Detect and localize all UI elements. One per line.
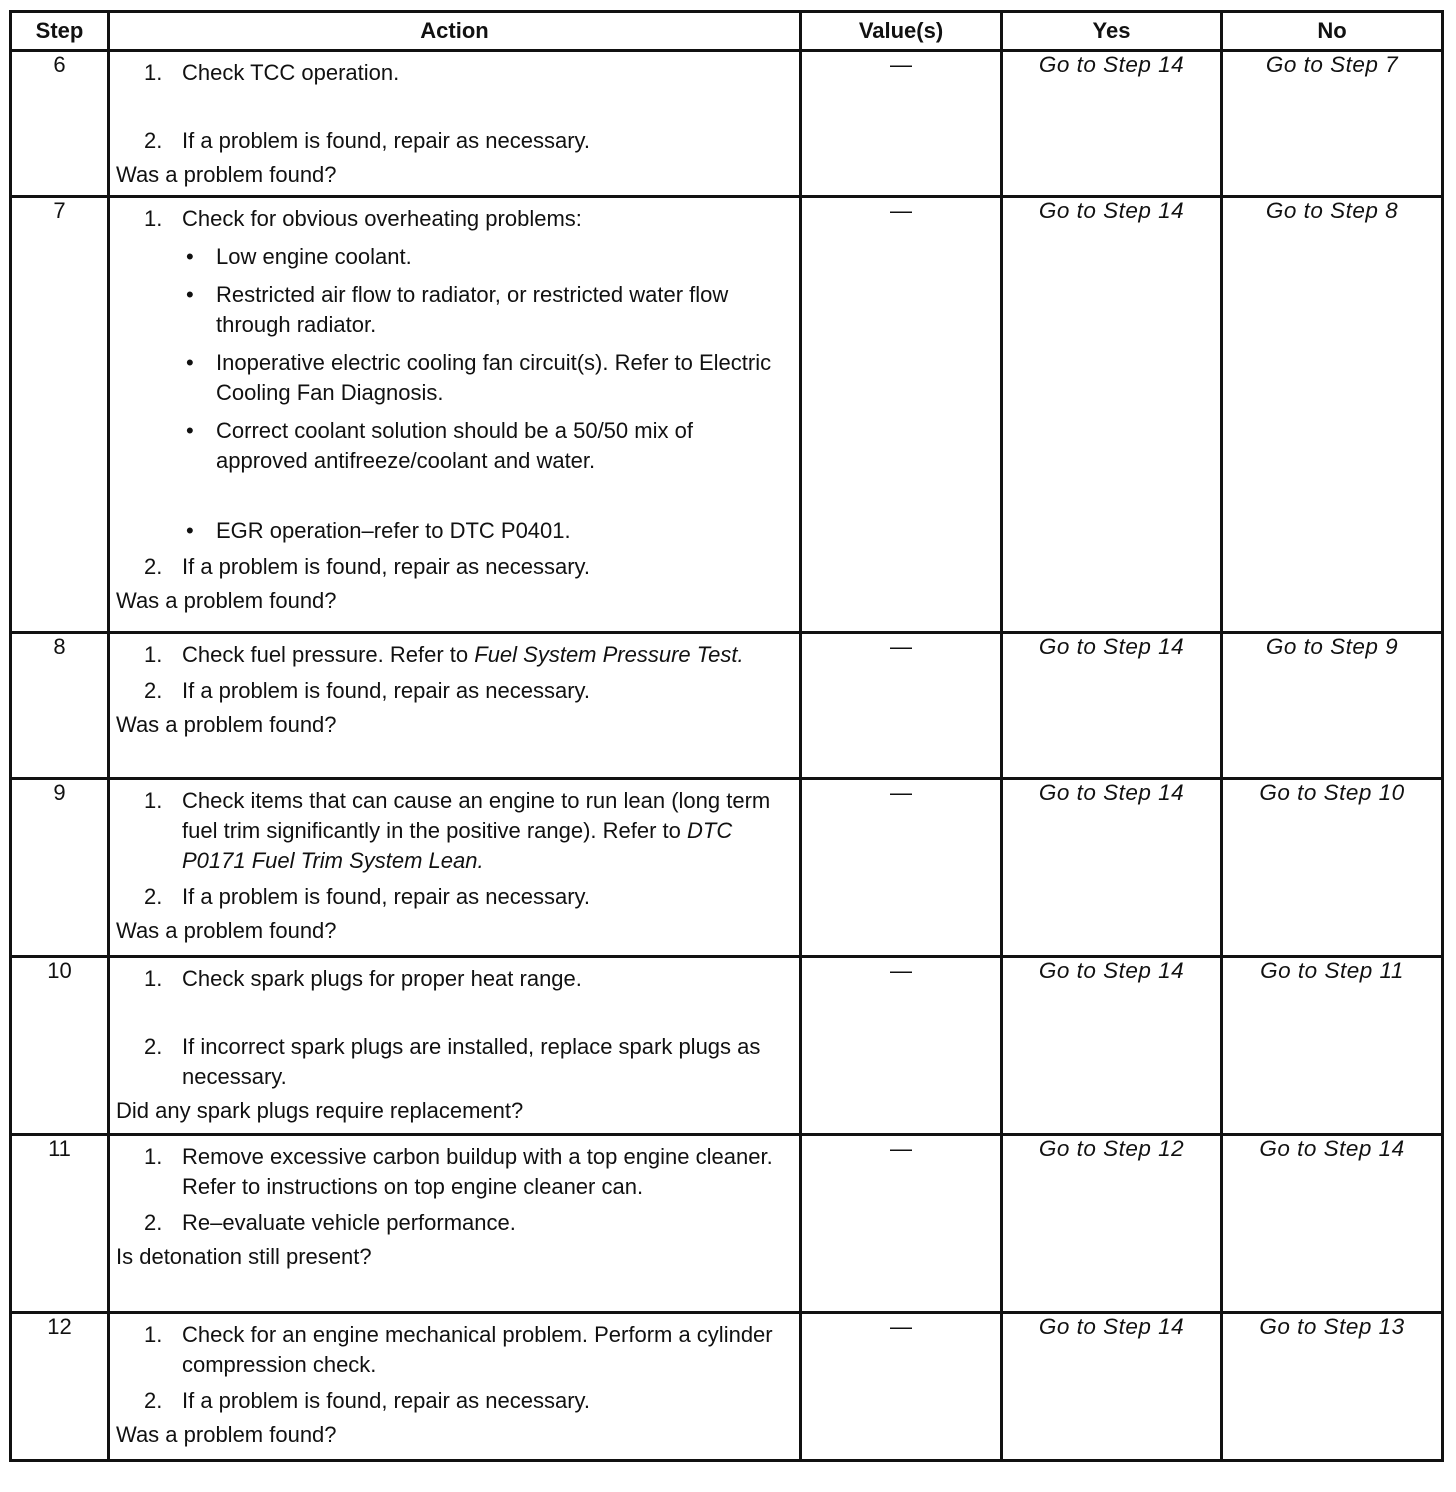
reference-link: Fuel System Pressure Test.: [474, 642, 744, 667]
step-number: 12: [11, 1313, 109, 1461]
header-no: No: [1222, 12, 1443, 51]
no-cell: Go to Step 14: [1222, 1135, 1443, 1313]
bullet-item: • Inoperative electric cooling fan circuit(s). Refer to Electric Cooling Fan Diagnosis.: [186, 350, 772, 405]
value-cell: —: [801, 197, 1002, 633]
no-cell: Go to Step 9: [1222, 633, 1443, 779]
step-number: 8: [11, 633, 109, 779]
action-cell: [109, 779, 801, 957]
yes-cell: Go to Step 14: [1002, 633, 1222, 779]
action-cell: [109, 633, 801, 779]
yes-cell: Go to Step 14: [1002, 197, 1222, 633]
table-row-step-10: [11, 957, 1443, 1135]
action-item: 2. If incorrect spark plugs are installed, replace spark plugs as necessary.: [144, 1034, 761, 1089]
action-question: Was a problem found?: [116, 712, 337, 737]
action-cell: [109, 1135, 801, 1313]
header-yes: Yes: [1002, 12, 1222, 51]
value-cell: —: [801, 51, 1002, 197]
action-question: Was a problem found?: [116, 588, 337, 613]
yes-cell: Go to Step 12: [1002, 1135, 1222, 1313]
step-number: 6: [11, 51, 109, 197]
action-item: 1. Remove excessive carbon buildup with a top engine cleaner. Refer to instructions on top engine cleaner can.: [144, 1144, 773, 1199]
action-item: 2. Re–evaluate vehicle performance.: [144, 1210, 516, 1235]
bullet-item: • Low engine coolant.: [186, 244, 412, 269]
table-row-step-12: [11, 1313, 1443, 1461]
value-cell: —: [801, 779, 1002, 957]
action-item: 1. Check for an engine mechanical problem. Perform a cylinder compression check.: [144, 1322, 773, 1377]
step-number: 9: [11, 779, 109, 957]
value-cell: —: [801, 1313, 1002, 1461]
table-row-step-11: [11, 1135, 1443, 1313]
no-cell: Go to Step 8: [1222, 197, 1443, 633]
bullet-item: • Restricted air flow to radiator, or restricted water flow through radiator.: [186, 282, 729, 337]
action-item: 1. Check fuel pressure. Refer to Fuel System Pressure Test.: [144, 642, 744, 667]
table-row-step-9: [11, 779, 1443, 957]
no-cell: Go to Step 11: [1222, 957, 1443, 1135]
yes-cell: Go to Step 14: [1002, 51, 1222, 197]
action-cell: [109, 957, 801, 1135]
action-item: 2. If a problem is found, repair as necessary.: [144, 678, 591, 703]
yes-cell: Go to Step 14: [1002, 779, 1222, 957]
yes-cell: Go to Step 14: [1002, 1313, 1222, 1461]
header-values: Value(s): [801, 12, 1002, 51]
header-action: Action: [109, 12, 801, 51]
bullet-item: • EGR operation–refer to DTC P0401.: [186, 518, 571, 543]
action-question: Was a problem found?: [116, 918, 337, 943]
action-question: Is detonation still present?: [116, 1244, 372, 1269]
action-item: 1. Check for obvious overheating problems:: [144, 206, 582, 231]
action-question: Did any spark plugs require replacement?: [116, 1098, 524, 1123]
header-step: Step: [11, 12, 109, 51]
action-item: 2. If a problem is found, repair as necessary.: [144, 1388, 591, 1413]
action-item: 2. If a problem is found, repair as necessary.: [144, 554, 591, 579]
no-cell: Go to Step 7: [1222, 51, 1443, 197]
bullet-item: • Correct coolant solution should be a 50/50 mix of approved antifreeze/coolant and water.: [186, 418, 693, 473]
step-number: 10: [11, 957, 109, 1135]
table-row-step-6: [11, 51, 1443, 197]
action-item: 1. Check TCC operation.: [144, 60, 400, 85]
value-cell: —: [801, 1135, 1002, 1313]
action-question: Was a problem found?: [116, 1422, 337, 1447]
action-cell: [109, 51, 801, 197]
reference-link: DTC P0171 Fuel Trim System Lean.: [182, 818, 733, 873]
no-cell: Go to Step 13: [1222, 1313, 1443, 1461]
table-row-step-7: [11, 197, 1443, 633]
action-question: Was a problem found?: [116, 162, 337, 187]
diagnostic-table: [9, 10, 1444, 1462]
step-number: 11: [11, 1135, 109, 1313]
yes-cell: Go to Step 14: [1002, 957, 1222, 1135]
action-item: 1. Check items that can cause an engine to run lean (long term fuel trim significantly in the positive range). Refer to DTC P0171 Fuel Trim System Lean.: [144, 788, 771, 873]
action-cell: [109, 1313, 801, 1461]
value-cell: —: [801, 957, 1002, 1135]
no-cell: Go to Step 10: [1222, 779, 1443, 957]
header-row: [11, 12, 1443, 51]
action-cell: [109, 197, 801, 633]
action-item: 2. If a problem is found, repair as necessary.: [144, 128, 591, 153]
action-item: 1. Check spark plugs for proper heat range.: [144, 966, 582, 991]
value-cell: —: [801, 633, 1002, 779]
step-number: 7: [11, 197, 109, 633]
action-item: 2. If a problem is found, repair as necessary.: [144, 884, 591, 909]
table-row-step-8: [11, 633, 1443, 779]
